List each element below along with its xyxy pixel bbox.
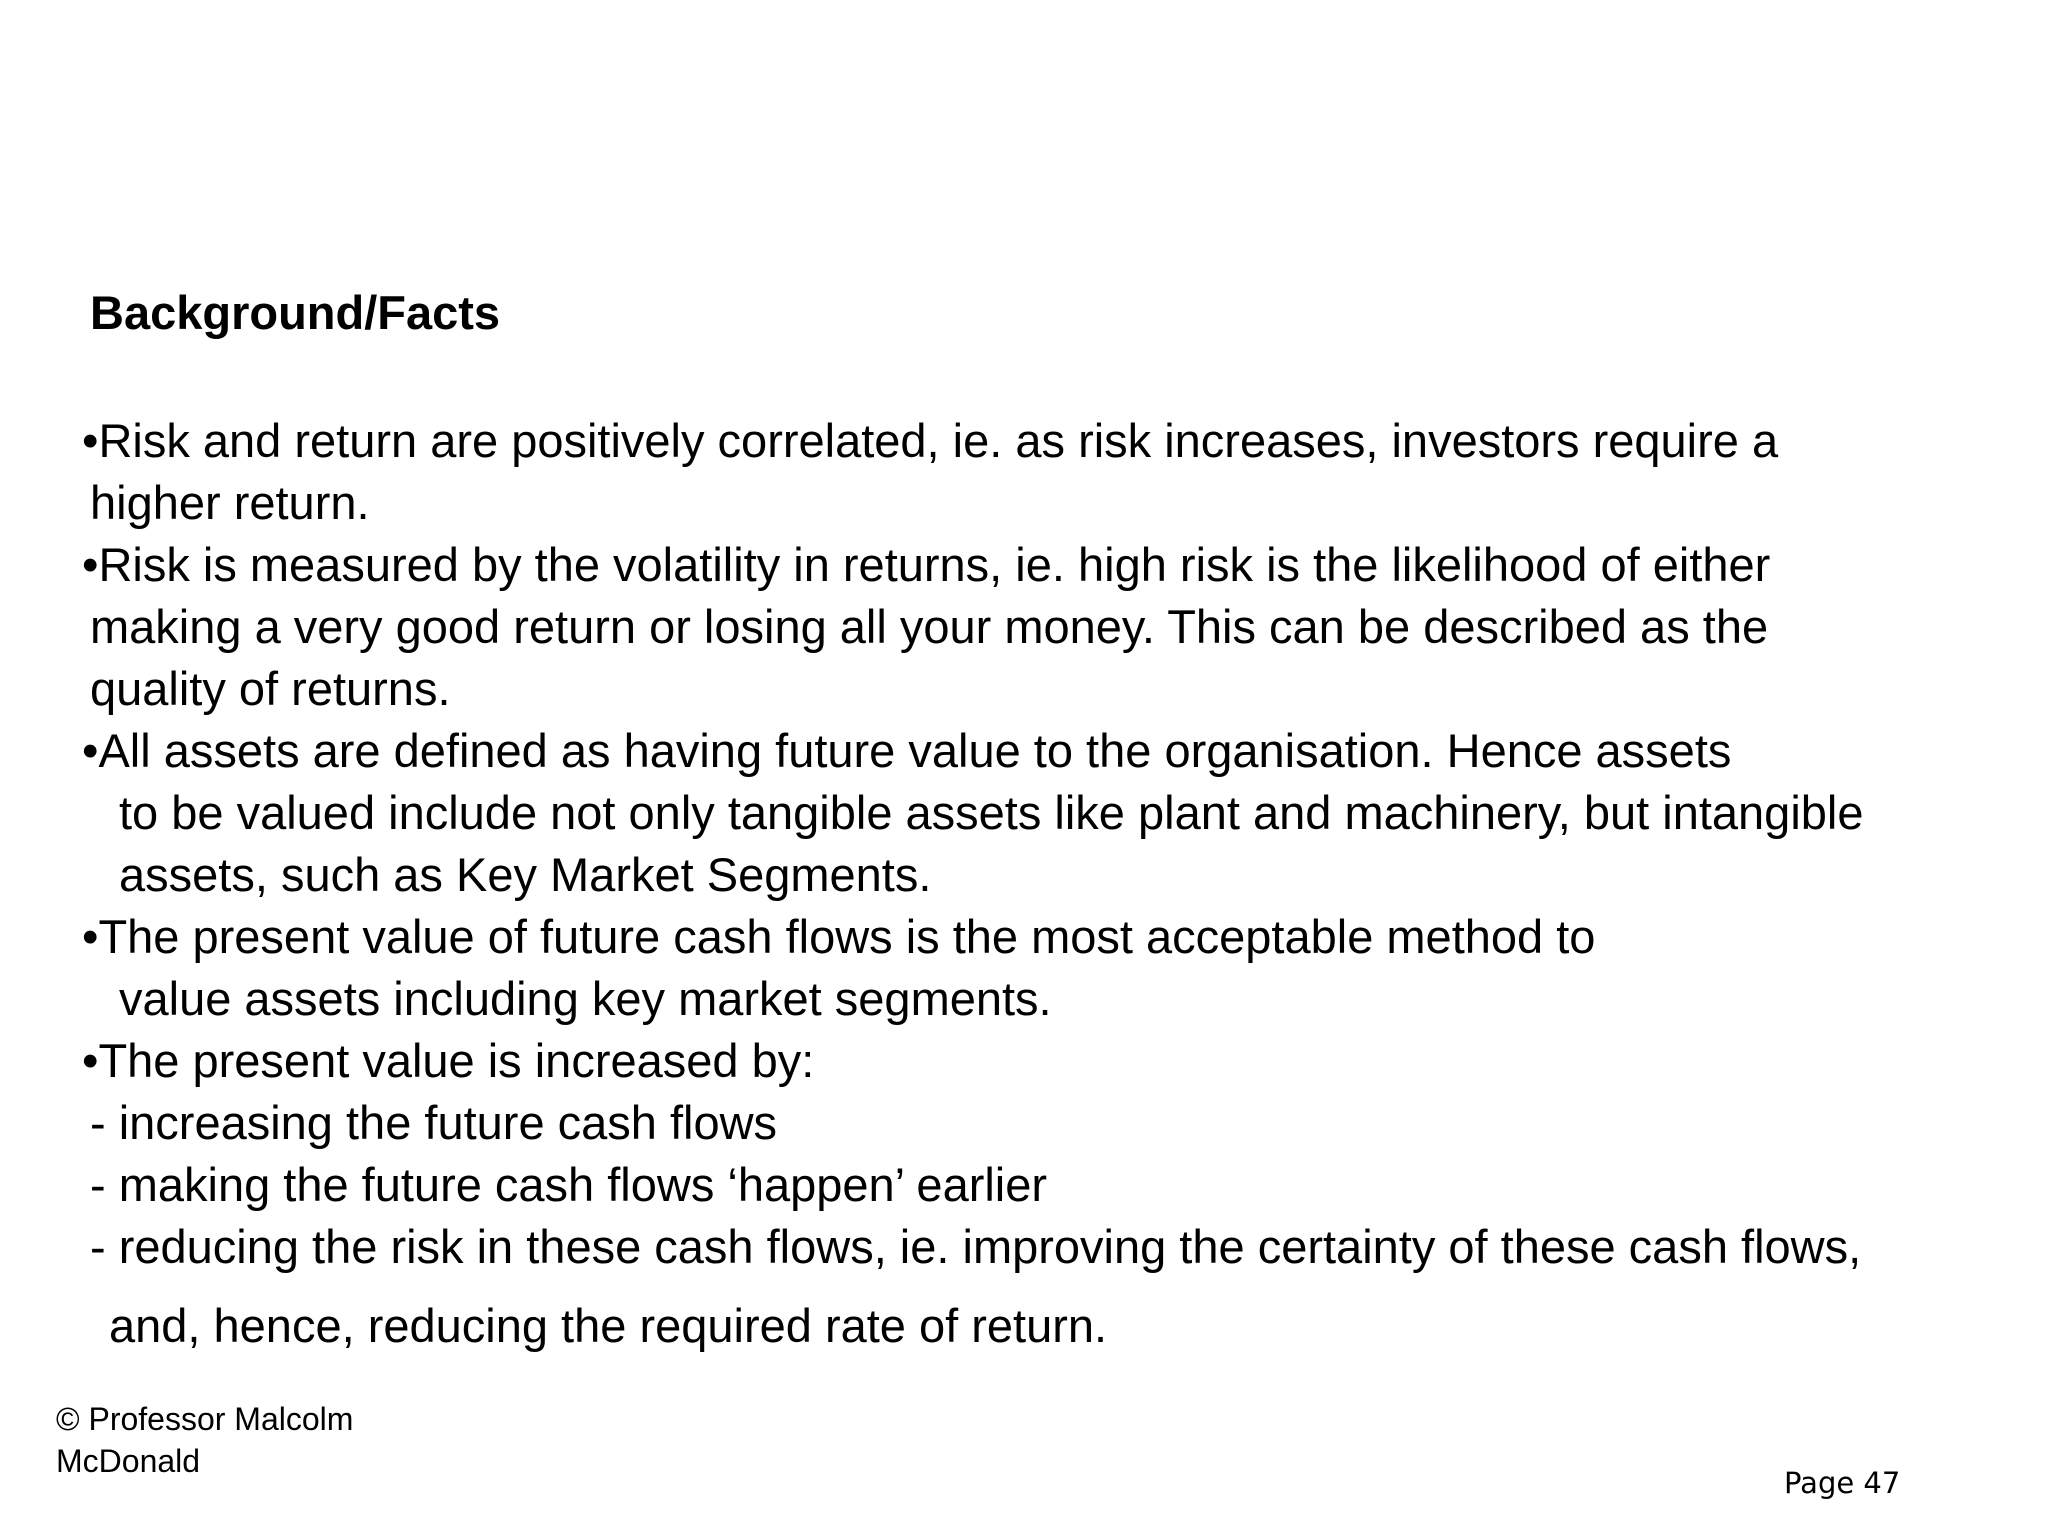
body-line: quality of returns. — [90, 662, 451, 715]
body-line: - increasing the future cash flows — [90, 1096, 778, 1149]
page-number: Page 47 — [1784, 1466, 1901, 1500]
body-line: to be valued include not only tangible assets like plant and machinery, but intangible — [119, 786, 1864, 839]
body-line: •The present value is increased by: — [82, 1034, 815, 1087]
copyright-line: McDonald — [56, 1443, 201, 1479]
body-line: value assets including key market segments. — [119, 972, 1052, 1025]
body-line: and, hence, reducing the required rate of return. — [109, 1299, 1108, 1352]
body-line: assets, such as Key Market Segments. — [119, 848, 932, 901]
body-line: higher return. — [90, 476, 370, 529]
body-line: - reducing the risk in these cash flows, ie. improving the certainty of these cash flows, — [90, 1220, 1862, 1273]
copyright-notice — [56, 1398, 353, 1482]
body-line: •The present value of future cash flows is the most acceptable method to — [82, 910, 1596, 963]
copyright-line: © Professor Malcolm — [56, 1401, 354, 1437]
section-heading: Background/Facts — [90, 286, 501, 339]
body-line: making a very good return or losing all your money. This can be described as the — [90, 600, 1769, 653]
body-line: •Risk is measured by the volatility in returns, ie. high risk is the likelihood of either — [82, 538, 1771, 591]
body-line: - making the future cash flows ‘happen’ earlier — [90, 1158, 1048, 1211]
body-line: •All assets are defined as having future value to the organisation. Hence assets — [82, 724, 1732, 777]
body-line: •Risk and return are positively correlated, ie. as risk increases, investors require a — [82, 414, 1779, 467]
